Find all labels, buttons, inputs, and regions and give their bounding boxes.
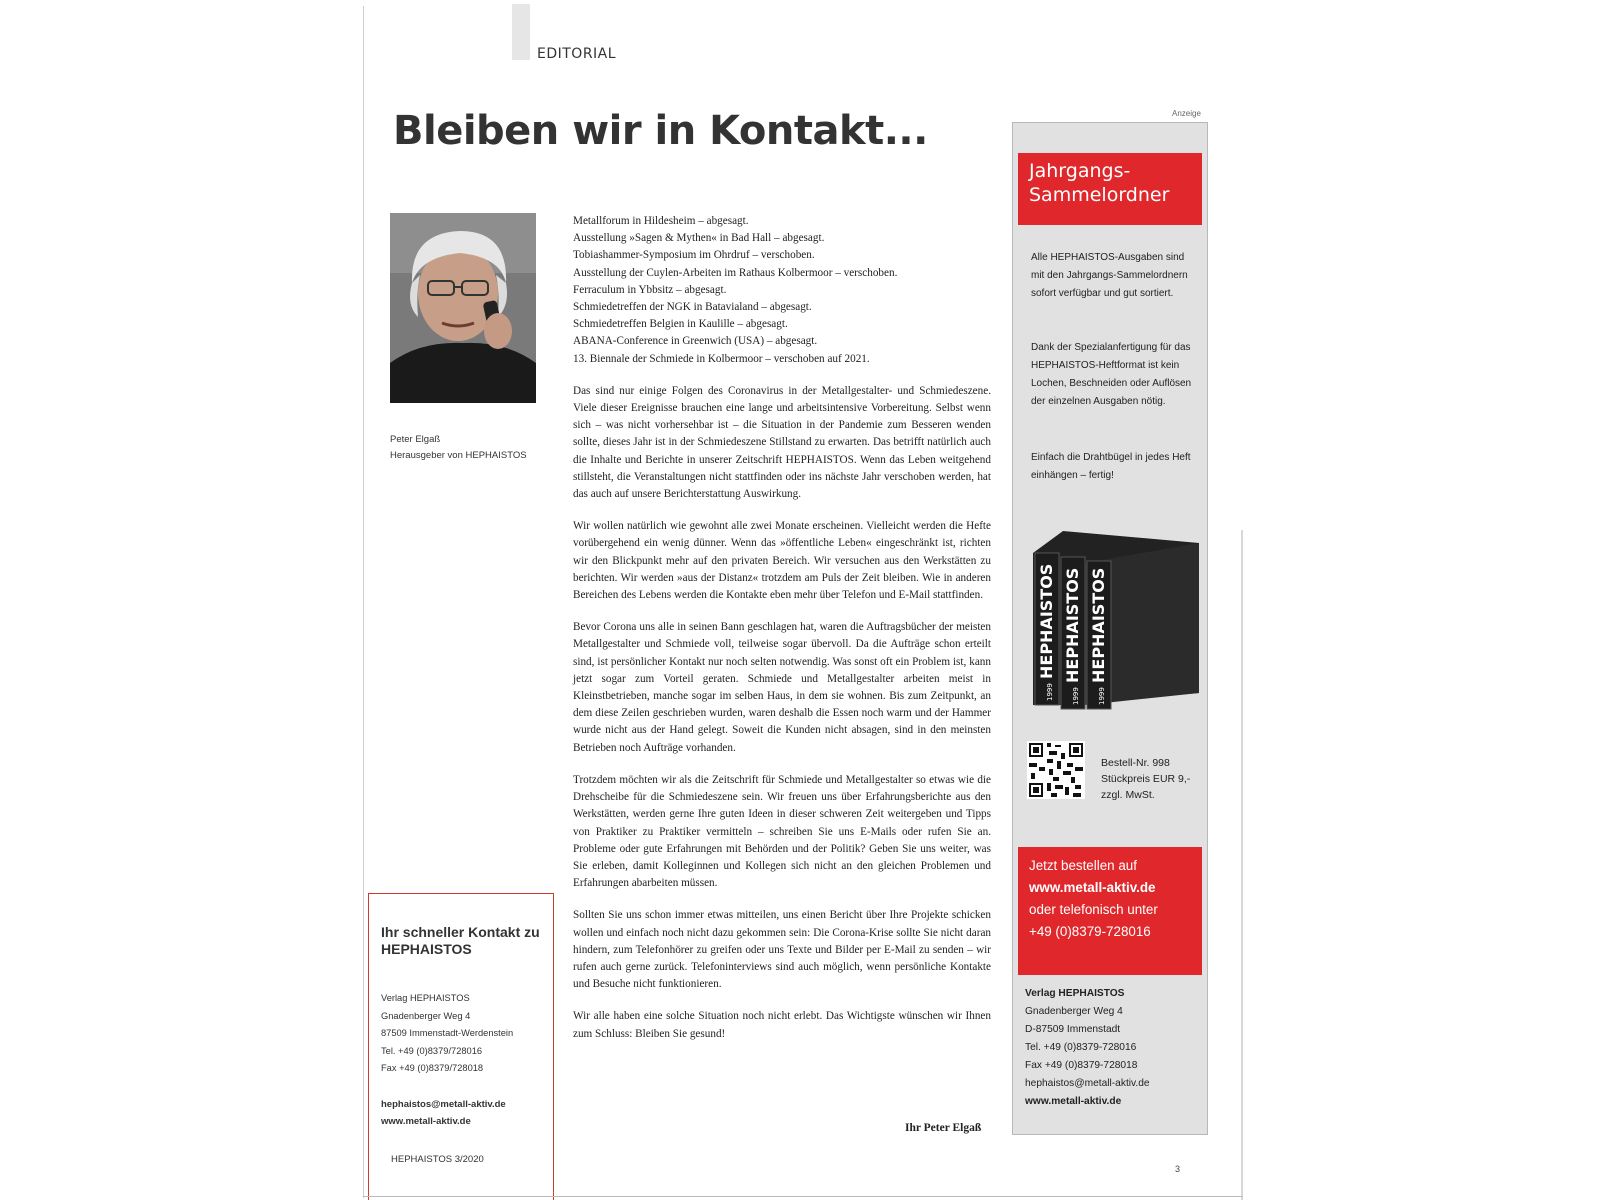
ad-title-line: Sammelordner (1029, 184, 1170, 206)
binder-spine-year: 1999 (1098, 687, 1106, 705)
binder-spine-label: HEPHAISTOS (1037, 563, 1056, 679)
event-item: Tobiashammer-Symposium im Ohrdruf – verschoben. (573, 249, 815, 262)
cta-line: Jetzt bestellen auf (1029, 858, 1137, 873)
contact-line: 87509 Immenstadt-Werdenstein (381, 1028, 514, 1038)
header-bar (512, 4, 530, 60)
page-edge (1241, 530, 1243, 1200)
ad-web-link[interactable]: www.metall-aktiv.de (1025, 1096, 1122, 1107)
qr-code[interactable] (1027, 741, 1085, 799)
ad-call-to-action (1018, 847, 1202, 975)
ad-city: D-87509 Immenstadt (1025, 1024, 1121, 1035)
photo-caption (390, 432, 527, 464)
ad-tel: Tel. +49 (0)8379-728016 (1025, 1042, 1137, 1053)
binder-spine-year: 1999 (1072, 687, 1080, 705)
event-item: Schmiedetreffen der NGK in Batavialand – abgesagt. (573, 301, 812, 314)
article-paragraph: Trotzdem möchten wir als die Zeitschrift für Schmiede und Metallgestalter so etwas wie die Drehscheibe für die Schmiedeszene sein. Wir freuen uns über Erfahrungsberichte aus den Werkstätten, werden gerne Ihre guten Ideen in dieser schweren Zeit weitergeben und Tipps von Praktiker zu Praktiker vermitteln – schreiben Sie uns E-Mails oder rufen Sie an. Probleme oder gute Erfahrungen mit Behörden und der Politik? Geben Sie uns weiter, was Sie erleben, damit Kolleginnen und Kollegen sich nicht an den gleichen Problemen und Erfahrungen abarbeiten müssen. (573, 773, 991, 890)
advertisement (1012, 122, 1208, 1135)
ad-fax: Fax +49 (0)8379-728018 (1025, 1060, 1138, 1071)
ad-title (1018, 153, 1202, 225)
event-item: Ausstellung der Cuylen-Arbeiten im Rathaus Kolbermoor – verschoben. (573, 266, 898, 279)
issue-label: HEPHAISTOS 3/2020 (391, 1154, 484, 1165)
ad-label: Anzeige (1172, 109, 1201, 118)
ad-text-2: Dank der Spezialanfertigung für das HEPHAISTOS-Heftformat ist kein Lochen, Beschneiden oder Auflösen der einzelnen Ausgaben nötig. (1031, 342, 1192, 407)
article-paragraph: Sollten Sie uns schon immer etwas mitteilen, uns einen Bericht über Ihre Projekte schicken wollen und einfach noch nicht dazu gekommen sein: Die Corona-Krise sollte Sie nicht daran hindern, zum Telefonhörer zu greifen oder uns Texte und Bilder per E-Mail zu senden – wir rufen auch gerne zurück. Telefoninterviews sind auch möglich, wenn persönliche Kontakte und Besuche nicht funktionieren. (573, 909, 991, 991)
event-list (573, 213, 991, 368)
event-item: ABANA-Conference in Greenwich (USA) – abgesagt. (573, 335, 818, 348)
contact-box (368, 893, 554, 1200)
binder-spine (1035, 553, 1059, 705)
event-item: Ausstellung »Sagen & Mythen« in Bad Hall – abgesagt. (573, 232, 825, 245)
ad-street: Gnadenberger Weg 4 (1025, 1006, 1123, 1017)
caption-name: Peter Elgaß (390, 434, 441, 445)
contact-address (381, 990, 513, 1078)
headline: Bleiben wir in Kontakt... (393, 108, 928, 154)
cta-phone[interactable]: +49 (0)8379-728016 (1029, 924, 1151, 939)
ad-email-link[interactable]: hephaistos@metall-aktiv.de (1025, 1078, 1150, 1089)
author-photo (390, 213, 536, 403)
contact-line: Fax +49 (0)8379/728018 (381, 1063, 484, 1073)
ad-publisher: Verlag HEPHAISTOS (1025, 988, 1125, 999)
author-photo-image (390, 213, 536, 403)
binder-spine-label: HEPHAISTOS (1063, 567, 1082, 683)
ad-title-line: Jahrgangs- (1029, 160, 1131, 182)
event-item: Metallforum in Hildesheim – abgesagt. (573, 215, 749, 227)
ad-text-1: Alle HEPHAISTOS-Ausgaben sind mit den Jahrgangs-Sammelordnern sofort verfügbar und gut sortiert. (1031, 252, 1188, 299)
event-item: Ferraculum in Ybbsitz – abgesagt. (573, 283, 727, 296)
order-info (1101, 755, 1190, 803)
contact-web-link[interactable]: www.metall-aktiv.de (381, 1116, 471, 1127)
article-paragraph: Wir wollen natürlich wie gewohnt alle zwei Monate erscheinen. Vielleicht werden die Hefte vorübergehend ein wenig dünner. Wenn das »öffentliche Leben« eingeschränkt ist, richten wir den Blickpunkt mehr auf den privaten Bereich. Wir versuchen aus den Werkstätten zu berichten. Wir werden »aus der Distanz« trotzdem am Puls der Zeit bleiben. Wie in anderen Bereichen des Lebens werden die Kontakte eben mehr über Telefon und E-Mail stattfinden. (573, 520, 991, 602)
order-number: Bestell-Nr. 998 (1101, 757, 1170, 769)
article-paragraph: Das sind nur einige Folgen des Coronavirus in der Metallgestalter- und Schmiedeszene. Viele dieser Ereignisse brauchen eine lange und arbeitsintensive Vorbereitung. Selbst wenn sich – was nicht vorhersehbar ist – die Situation in der Pandemie zum Besseren wenden sollte, dieses Jahr ist in der Schmiedeszene Stillstand zu erwarten. Das betrifft natürlich auch die Inhalte und Berichte in unserer Zeitschrift HEPHAISTOS. Wenn das Leben weitgehend stillsteht, die Veranstaltungen nicht stattfinden oder ins nächste Jahr verschoben werden, hat das auch auf unsere Berichterstattung Auswirkung. (573, 384, 991, 501)
cta-line: oder telefonisch unter (1029, 902, 1158, 917)
event-item: 13. Biennale der Schmiede in Kolbermoor – verschoben auf 2021. (573, 352, 870, 365)
contact-email-link[interactable]: hephaistos@metall-aktiv.de (381, 1099, 506, 1110)
binder-spine (1087, 561, 1111, 709)
event-item: Schmiedetreffen Belgien in Kaulille – abgesagt. (573, 318, 788, 331)
article-body (573, 213, 991, 1043)
contact-online (381, 1096, 506, 1130)
ad-publisher-info (1025, 985, 1150, 1111)
contact-line: Gnadenberger Weg 4 (381, 1010, 471, 1021)
article-paragraph: Bevor Corona uns alle in seinen Bann geschlagen hat, waren die Auftragsbücher der meisten Metallgestalter und Schmiede voll, teilweise sogar übervoll. Da die Aufträge schon erteilt sind, ist persönlicher Kontakt nur noch selten notwendig. Was sonst oft ein Problem ist, kann jetzt sogar zum Vorteil geraten. Schmiede und Metallgestalter arbeiten meist in Kleinstbetrieben, manche sogar im selben Haus, in dem sie wohnen. Bis zum Zeitpunkt, an dem diese Zeilen geschrieben wurden, waren deshalb die Essen noch warm und der Hammer wurde nicht aus der Hand gelegt. Soweit die Kunden nicht absagen, sind in den meinsten Betrieben noch Aufträge vorhanden. (573, 621, 991, 754)
page-bottom-rule (363, 1196, 1243, 1197)
ad-text-3: Einfach die Drahtbügel in jedes Heft einhängen – fertig! (1031, 452, 1191, 481)
section-label: EDITORIAL (537, 46, 617, 62)
order-price: Stückpreis EUR 9,- (1101, 773, 1191, 785)
contact-title: Ihr schneller Kontakt zu HEPHAISTOS (381, 924, 540, 957)
signature: Ihr Peter Elgaß (905, 1122, 982, 1134)
article-paragraph: Wir alle haben eine solche Situation noch nicht erlebt. Das Wichtigste wünschen wir Ihnen zum Schluss: Bleiben Sie gesund! (573, 1010, 991, 1040)
binder-spine-label: HEPHAISTOS (1089, 567, 1108, 683)
cta-web-link[interactable]: www.metall-aktiv.de (1029, 880, 1156, 895)
binder-spine (1061, 557, 1085, 709)
binders-illustration (1023, 523, 1201, 713)
page-number: 3 (1175, 1164, 1181, 1174)
order-tax: zzgl. MwSt. (1101, 789, 1155, 801)
contact-line: Verlag HEPHAISTOS (381, 993, 470, 1003)
caption-role: Herausgeber von HEPHAISTOS (390, 450, 527, 461)
contact-line: Tel. +49 (0)8379/728016 (381, 1045, 483, 1056)
binder-spine-year: 1999 (1046, 683, 1054, 701)
